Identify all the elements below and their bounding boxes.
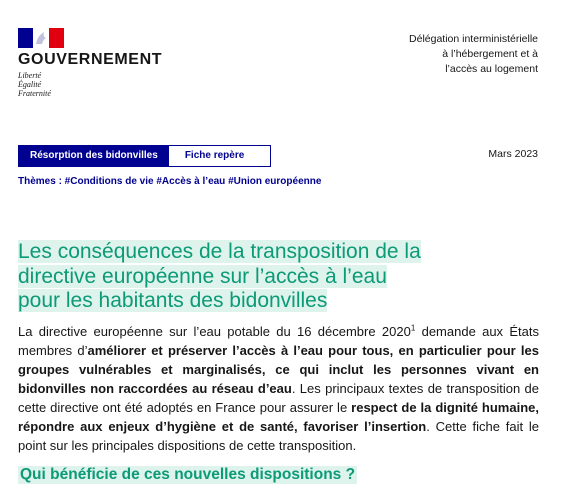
page-title xyxy=(18,240,468,314)
title-line: Les conséquences de la transposition de la xyxy=(18,240,421,264)
intro-emphasis: améliorer et préserver l’accès à l’eau pour tous, en particulier pour les groupes vulnérables et marginalisés, ce qui inclut les personnes vivant en bidonvilles non raccordées au réseau d’eau xyxy=(18,343,539,396)
tab-fiche-repere: Fiche repère xyxy=(169,146,270,166)
intro-text: demande aux États membres d’ xyxy=(18,324,539,358)
motto-egalite: Égalité xyxy=(18,80,42,89)
themes-line: Thèmes : #Conditions de vie #Accès à l’eau #Union européenne xyxy=(18,176,322,187)
brand-name: GOUVERNEMENT xyxy=(18,51,163,68)
title-line: directive européenne sur l’accès à l’eau xyxy=(18,264,387,288)
intro-text: La directive européenne sur l’eau potable du 16 décembre 2020 xyxy=(18,324,411,339)
section-heading: Qui bénéficie de ces nouvelles dispositions ? xyxy=(20,466,356,483)
delegation-line: l’accès au logement xyxy=(445,63,538,75)
delegation-line: à l’hébergement et à xyxy=(442,48,538,60)
footnote-ref[interactable]: 1 xyxy=(410,323,416,333)
document-tags xyxy=(18,145,271,167)
title-line: pour les habitants des bidonvilles xyxy=(18,289,328,313)
tab-resorption-bidonvilles: Résorption des bidonvilles xyxy=(19,146,169,166)
delegation-line: Délégation interministérielle xyxy=(409,33,538,45)
motto xyxy=(18,71,162,98)
intro-paragraph xyxy=(18,322,539,455)
motto-fraternite: Fraternité xyxy=(18,89,51,98)
publication-date: Mars 2023 xyxy=(488,148,538,160)
motto-liberte: Liberté xyxy=(18,71,42,80)
marianne-flag-icon xyxy=(18,28,64,48)
government-logo xyxy=(18,28,162,98)
delegation-name xyxy=(338,32,538,77)
intro-emphasis: respect de la dignité humaine, répondre aux enjeux d’hygiène et de santé, favoriser l’insertion xyxy=(18,400,539,434)
intro-text: . Les principaux textes de transposition de cette directive ont été adoptés en France pour assurer le xyxy=(18,381,540,415)
intro-text: . Cette fiche fait le point sur les principales dispositions de cette transposition. xyxy=(18,419,539,453)
